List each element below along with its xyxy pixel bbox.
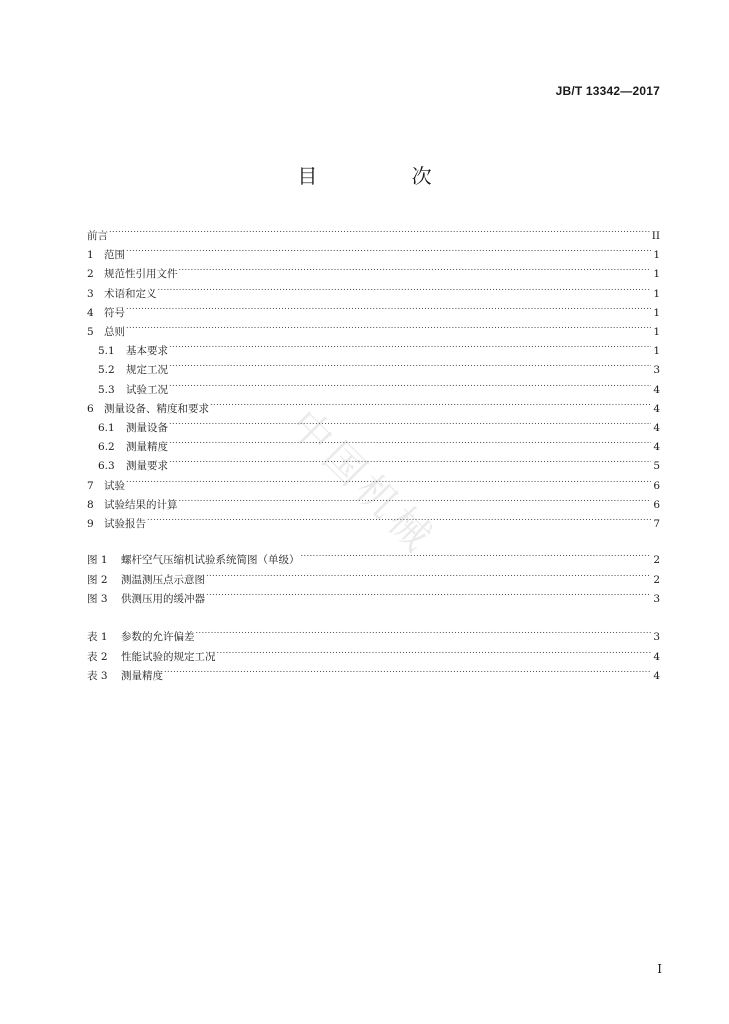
- toc-entry-page: 1: [653, 268, 660, 281]
- toc-entry[interactable]: [87, 316, 660, 338]
- toc-entry[interactable]: [87, 508, 660, 530]
- page-number: I: [657, 962, 662, 976]
- toc-entry[interactable]: [98, 374, 660, 396]
- toc-entry-title: 总则: [104, 326, 125, 338]
- toc-entry-title: 测量精度: [126, 441, 168, 454]
- dot-leader: [126, 297, 651, 316]
- toc-entry-page: 4: [653, 670, 660, 682]
- page-title: 目 次: [297, 164, 476, 188]
- toc-entry-number: 5.3: [98, 383, 115, 396]
- toc-entry[interactable]: [87, 564, 660, 586]
- toc-entry-page: 7: [653, 518, 660, 530]
- dot-leader: [169, 354, 651, 373]
- toc-entry-number: 3: [87, 287, 94, 300]
- dot-leader: [158, 278, 652, 297]
- toc-entry-page: 3: [653, 364, 660, 377]
- toc-entry-number: 8: [87, 498, 94, 511]
- toc-entry-page: 4: [653, 441, 660, 454]
- toc-entry[interactable]: [87, 641, 660, 663]
- toc-entry[interactable]: [87, 544, 660, 566]
- dot-leader: [126, 470, 651, 489]
- toc-entry-page: 6: [653, 479, 660, 492]
- standard-code: JB/T 13342—2017: [555, 84, 660, 98]
- toc-entry-title: 规定工况: [126, 364, 168, 377]
- dot-leader: [206, 564, 651, 583]
- toc-entry-number: 6.1: [98, 422, 115, 434]
- dot-leader: [126, 239, 651, 258]
- toc-entry[interactable]: [98, 335, 660, 358]
- toc-entry-page: 1: [653, 326, 660, 338]
- toc-entry-title: 测量设备、精度和要求: [104, 402, 209, 415]
- toc-entry-title: 基本要求: [126, 345, 168, 358]
- toc-entry[interactable]: [87, 220, 660, 242]
- dot-leader: [126, 316, 651, 335]
- toc-entry-title: 性能试验的规定工况: [121, 650, 216, 663]
- dot-leader: [301, 544, 652, 563]
- toc-entry[interactable]: [87, 297, 660, 319]
- toc-entry-page: 3: [653, 593, 660, 605]
- dot-leader: [196, 621, 652, 640]
- toc-entry[interactable]: [98, 431, 660, 454]
- toc-entry-title: 试验: [104, 479, 125, 492]
- toc-entry-page: 1: [653, 287, 660, 300]
- toc-entry-title: 供测压用的缓冲器: [121, 593, 205, 605]
- toc-entry-title: 试验工况: [126, 383, 168, 396]
- toc-entry-title: 试验报告: [104, 518, 146, 530]
- dot-leader: [206, 583, 651, 602]
- toc-entry-number: 6.3: [98, 460, 115, 473]
- toc-entry[interactable]: [98, 412, 660, 434]
- dot-leader: [169, 431, 651, 450]
- toc-entry-title: 范围: [104, 249, 125, 262]
- toc-entry-number: 7: [87, 479, 94, 492]
- toc-entry-page: 2: [653, 554, 660, 566]
- toc-entry-number: 图 1: [87, 554, 108, 566]
- toc-entry[interactable]: [87, 393, 660, 415]
- dot-leader: [169, 335, 651, 354]
- toc-entry[interactable]: [87, 660, 660, 682]
- toc-entry-title: 前言: [87, 230, 108, 242]
- toc-entry-page: 5: [653, 460, 660, 473]
- toc-entry-number: 表 3: [87, 670, 108, 682]
- dot-leader: [210, 393, 651, 412]
- toc-entry[interactable]: [87, 489, 660, 511]
- toc-entry-number: 1: [87, 249, 94, 262]
- toc-entry-title: 试验结果的计算: [104, 498, 178, 511]
- toc-entry-title: 参数的允许偏差: [121, 631, 195, 643]
- toc-entry-number: 4: [87, 306, 94, 319]
- toc-entry-title: 测温测压点示意图: [121, 573, 205, 586]
- toc-entry-page: 4: [653, 422, 660, 434]
- toc-entry-title: 符号: [104, 306, 125, 319]
- toc-entry[interactable]: [87, 470, 660, 492]
- toc-entry-number: 图 3: [87, 593, 108, 605]
- toc-entry-title: 规范性引用文件: [104, 268, 178, 281]
- toc-entry[interactable]: [87, 239, 660, 262]
- toc-entry-page: 3: [653, 631, 660, 643]
- toc-entry[interactable]: [87, 278, 660, 300]
- toc-entry-page: 1: [653, 306, 660, 319]
- toc-entry[interactable]: [87, 621, 660, 643]
- toc-entry-number: 2: [87, 268, 94, 281]
- dot-leader: [179, 489, 652, 508]
- toc-entry-page: 4: [653, 650, 660, 663]
- dot-leader: [109, 220, 651, 239]
- toc-entry-number: 5: [87, 326, 94, 338]
- toc-entry-number: 6.2: [98, 441, 115, 454]
- toc-entry-page: 1: [653, 345, 660, 358]
- toc-entry[interactable]: [87, 258, 660, 281]
- dot-leader: [169, 450, 651, 469]
- toc-entry[interactable]: [98, 354, 660, 377]
- toc-entry-number: 表 2: [87, 650, 108, 663]
- toc-entry-number: 5.2: [98, 364, 115, 377]
- toc-entry-page: 4: [653, 383, 660, 396]
- toc-entry-title: 测量要求: [126, 460, 168, 473]
- toc-entry-page: 1: [653, 249, 660, 262]
- toc-entry-page: 2: [653, 573, 660, 586]
- toc-entry-title: 术语和定义: [104, 287, 157, 300]
- toc-entry-number: 6: [87, 402, 94, 415]
- toc-entry-number: 5.1: [98, 345, 115, 358]
- toc-entry-title: 测量精度: [121, 670, 163, 682]
- toc-entry-title: 测量设备: [126, 422, 168, 434]
- toc-entry[interactable]: [87, 583, 660, 605]
- toc-entry-title: 螺杆空气压缩机试验系统简图（单级）: [121, 554, 300, 566]
- dot-leader: [169, 412, 651, 431]
- dot-leader: [147, 508, 651, 527]
- watermark: 中国机械: [281, 401, 444, 564]
- toc-entry-number: 9: [87, 518, 94, 530]
- dot-leader: [164, 660, 651, 679]
- dot-leader: [179, 258, 652, 277]
- toc-entry-number: 图 2: [87, 573, 108, 586]
- toc-entry-page: 6: [653, 498, 660, 511]
- toc-entry-page: II: [651, 230, 660, 242]
- toc-entry-page: 4: [653, 402, 660, 415]
- toc-entry[interactable]: [98, 450, 660, 473]
- toc-entry-number: 表 1: [87, 631, 108, 643]
- dot-leader: [217, 641, 652, 660]
- dot-leader: [169, 374, 651, 393]
